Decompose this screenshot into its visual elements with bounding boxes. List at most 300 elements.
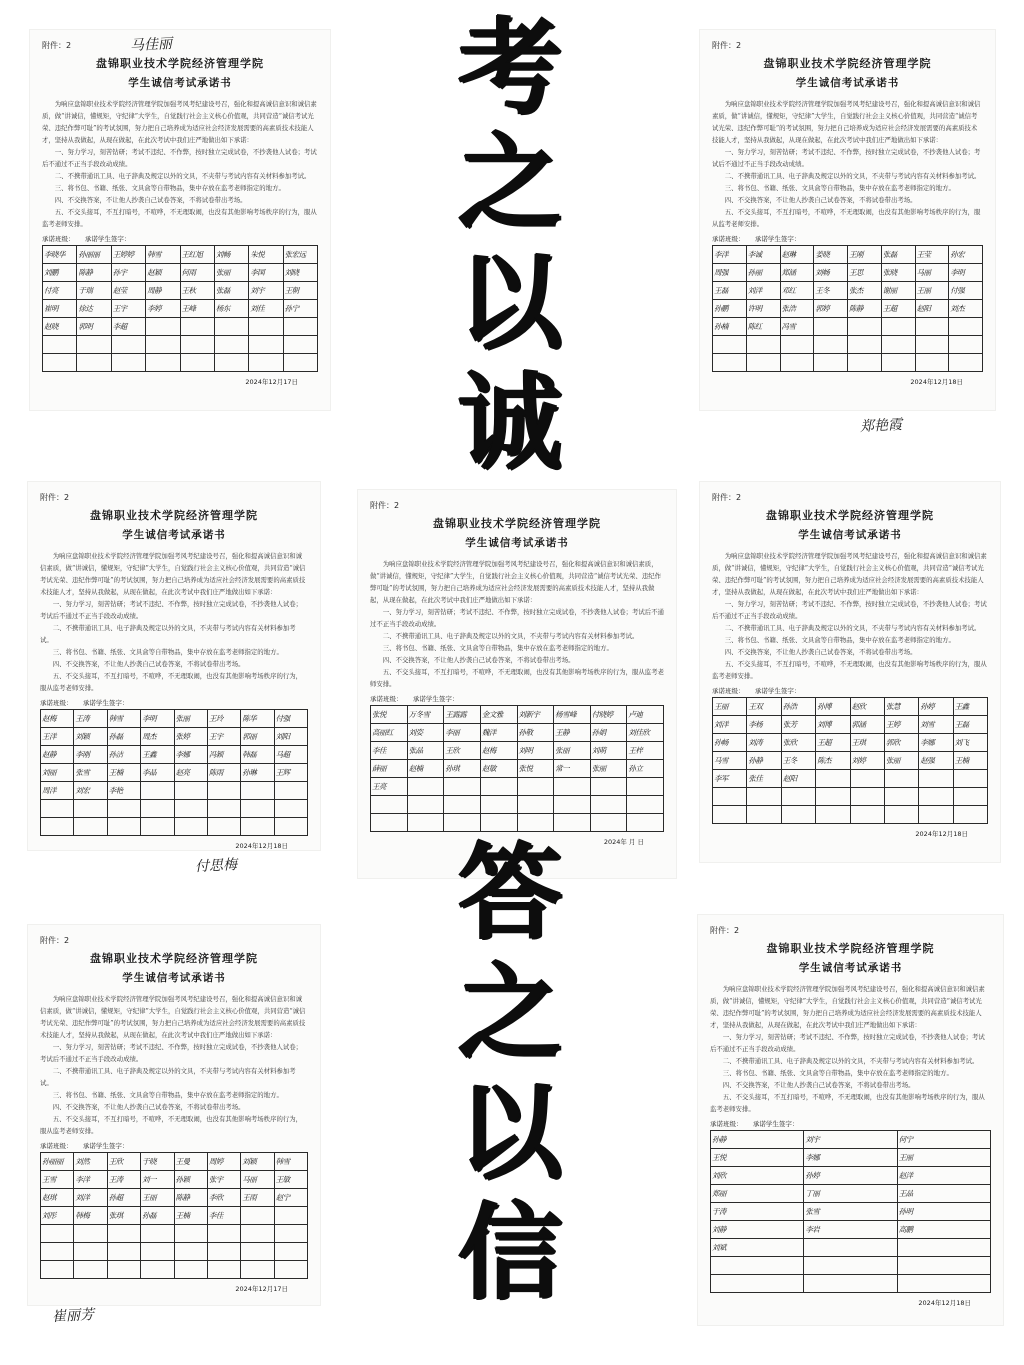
signature-cell [919, 770, 953, 788]
slogan-char: 答 [457, 830, 562, 953]
signature-cell: 王梓 [627, 742, 664, 760]
signature-cell: 孙明 [897, 1203, 990, 1221]
signature-cell: 李洋 [74, 1171, 107, 1189]
signature-cell: 付晓婷 [590, 706, 627, 724]
signature-cell: 韩梅 [74, 1207, 107, 1225]
signature-cell: 韩雪 [146, 246, 180, 264]
signature-cell [141, 800, 174, 818]
signature-cell: 孙婷 [804, 1167, 897, 1185]
signature-cell [214, 336, 248, 354]
signature-cell: 刘鹏 [43, 264, 77, 282]
signature-cell [207, 1243, 240, 1261]
doc-date: 2024年12月17日 [245, 378, 298, 386]
signature-cell: 刘欣 [711, 1167, 804, 1185]
signature-cell: 张晓 [881, 264, 915, 282]
signature-cell: 王雨 [241, 1189, 274, 1207]
signature-cell: 赵颖 [146, 264, 180, 282]
signature-cell [949, 336, 983, 354]
signature-cell: 刘宇 [249, 282, 283, 300]
school-name: 盘锦职业技术学院经济管理学院 [96, 57, 264, 70]
handwritten-signature: 郑艳霞 [859, 416, 903, 436]
signature-cell [274, 800, 307, 818]
pledge-doc-1 [30, 30, 330, 410]
pledge-doc-5 [700, 482, 1000, 862]
signature-cell [180, 354, 214, 372]
signature-cell: 孙静 [711, 1131, 804, 1149]
signature-cell: 李艳 [107, 782, 140, 800]
sign-line: 承诺班级： 承诺学生签字： [40, 1142, 129, 1150]
signature-cell [816, 788, 850, 806]
school-name: 盘锦职业技术学院经济管理学院 [766, 942, 935, 955]
signature-cell [915, 336, 949, 354]
signature-cell: 孙婷 [919, 698, 953, 716]
signature-cell: 孙静 [747, 752, 781, 770]
signature-cell: 丁丽 [804, 1185, 897, 1203]
signature-cell [207, 1261, 240, 1279]
pledge-doc-4 [358, 490, 676, 878]
signature-cell: 赵琪 [41, 1189, 74, 1207]
signature-cell: 张丽 [884, 752, 918, 770]
signature-cell: 张丽 [174, 710, 207, 728]
signature-cell: 刘新宇 [517, 706, 554, 724]
doc-title: 学生诚信考试承诺书 [122, 972, 226, 984]
signature-cell: 王超 [816, 734, 850, 752]
signature-cell: 王宇 [111, 300, 145, 318]
signature-cell: 许明 [746, 300, 780, 318]
signature-cell: 王楠 [953, 752, 987, 770]
signature-cell [207, 818, 240, 836]
signature-cell: 刘一 [141, 1171, 174, 1189]
signature-cell: 王刚 [848, 246, 882, 264]
signature-cell [713, 336, 747, 354]
signature-cell [107, 1243, 140, 1261]
signature-cell [241, 1243, 274, 1261]
signature-cell: 韩雪 [274, 1153, 307, 1171]
signature-cell: 刘静 [711, 1221, 804, 1239]
signature-cell: 张婷 [174, 728, 207, 746]
signature-table [712, 245, 983, 372]
signature-cell: 王婷婷 [111, 246, 145, 264]
signature-cell: 李军 [713, 770, 747, 788]
signature-cell: 郑涵 [780, 264, 814, 282]
signature-cell [747, 806, 781, 824]
signature-cell: 李晶 [141, 764, 174, 782]
signature-cell: 于晓 [141, 1153, 174, 1171]
signature-cell: 李诚 [746, 246, 780, 264]
signature-cell: 刘洋 [74, 1189, 107, 1207]
signature-cell [214, 354, 248, 372]
signature-cell: 孙鹏 [713, 300, 747, 318]
signature-cell: 王琪 [850, 734, 884, 752]
signature-cell: 赵莹 [111, 282, 145, 300]
signature-cell [41, 800, 74, 818]
doc-date: 2024年12月17日 [235, 1285, 288, 1293]
attachment-label: 附件：2 [712, 41, 742, 50]
signature-cell: 王涛 [74, 710, 107, 728]
signature-cell: 张悦 [517, 760, 554, 778]
doc-date: 2024年12月18日 [918, 1299, 971, 1307]
doc-title: 学生诚信考试承诺书 [128, 77, 232, 89]
signature-cell: 朱悦 [249, 246, 283, 264]
signature-cell: 冯颖 [207, 746, 240, 764]
signature-cell [590, 778, 627, 796]
signature-cell: 冯雪 [780, 318, 814, 336]
handwritten-signature: 崔丽芳 [51, 1306, 95, 1326]
signature-cell [107, 1261, 140, 1279]
signature-cell: 孙丽 [746, 264, 780, 282]
signature-cell: 何雨 [180, 264, 214, 282]
signature-cell [747, 788, 781, 806]
signature-cell: 陈静 [77, 264, 111, 282]
signature-cell: 王欣 [444, 742, 481, 760]
signature-table [712, 697, 988, 824]
signature-cell: 孙宏 [949, 246, 983, 264]
signature-cell [897, 1239, 990, 1257]
signature-cell: 马雪 [713, 752, 747, 770]
signature-cell: 孙立 [627, 760, 664, 778]
signature-cell [713, 806, 747, 824]
signature-cell [919, 806, 953, 824]
signature-cell: 张杰 [848, 282, 882, 300]
signature-cell: 李杨 [747, 716, 781, 734]
signature-cell: 张慧 [884, 698, 918, 716]
signature-cell [207, 782, 240, 800]
signature-cell [850, 770, 884, 788]
pledge-body: 为响应盘锦职业技术学院经济管理学院加强考风考纪建设号召，强化和提高诚信意识和诚信素质，做“讲诚信，懂规矩，守纪律”大学生，自觉践行社会主义核心价值观，共同营造“诚信考试光荣、违纪作弊可耻”的考试氛围，努力把自己培养成为适应社会经济发展需要的高素质技术技能人才，坚持从我做起，从现在做起，在此次考试中我们庄严地做出如下承诺： 一、努力学习，刻苦钻研；考试不违纪、不作弊，按时独立完成试卷，不抄袭他人试卷；考试后不通过不正当手段改动成绩。 二、不携带通讯工具、电子辞典及规定以外的文具，不夹带与考试内容有关材料参加考试。 三、将书包、书籍、纸张、文具盒等自带物品，集中存放在监考老师指定的地方。 四、不交换答案，不让他人抄袭自己试卷答案，不将试卷带出考场。 五、不交头接耳，不互打暗号，不喧哗，不无理取闹，也没有其他影响考场秩序的行为，服从监考老师安排。 [712, 552, 987, 680]
signature-cell: 王曼 [174, 1153, 207, 1171]
signature-cell: 张雪 [74, 764, 107, 782]
signature-cell [283, 318, 317, 336]
signature-cell [517, 796, 554, 814]
signature-cell: 郭丽 [241, 728, 274, 746]
signature-cell: 王磊 [713, 282, 747, 300]
signature-cell: 张磊 [214, 282, 248, 300]
signature-cell: 王丽 [141, 1189, 174, 1207]
signature-table [40, 709, 308, 836]
signature-cell: 张雪 [804, 1203, 897, 1221]
signature-cell: 付亮 [43, 282, 77, 300]
signature-cell: 王辉 [274, 764, 307, 782]
signature-cell: 陈静 [174, 1189, 207, 1207]
signature-cell: 李婷 [146, 300, 180, 318]
signature-cell [816, 770, 850, 788]
signature-cell: 王静 [554, 724, 591, 742]
signature-cell [41, 1225, 74, 1243]
signature-cell [41, 818, 74, 836]
signature-cell [804, 1275, 897, 1293]
signature-cell [174, 800, 207, 818]
signature-cell [241, 1207, 274, 1225]
signature-cell [780, 336, 814, 354]
signature-cell [713, 354, 747, 372]
signature-cell [141, 782, 174, 800]
signature-cell: 李明 [949, 264, 983, 282]
signature-cell: 王楠 [174, 1207, 207, 1225]
signature-cell [780, 354, 814, 372]
signature-cell: 刘博 [816, 716, 850, 734]
signature-cell: 卢迪 [627, 706, 664, 724]
signature-cell [174, 782, 207, 800]
signature-cell [214, 318, 248, 336]
signature-cell [804, 1257, 897, 1275]
signature-cell: 李洋 [713, 246, 747, 264]
signature-cell: 王悦 [711, 1149, 804, 1167]
signature-cell: 付强 [949, 282, 983, 300]
signature-cell [207, 800, 240, 818]
signature-cell: 孙超 [107, 1189, 140, 1207]
signature-cell: 孙敬 [517, 724, 554, 742]
signature-cell: 孙宁 [283, 300, 317, 318]
signature-cell [74, 1243, 107, 1261]
signature-cell: 孙博 [816, 698, 850, 716]
signature-cell [407, 796, 444, 814]
signature-cell: 张悦 [371, 706, 408, 724]
signature-cell [881, 318, 915, 336]
signature-cell: 于瑞 [77, 282, 111, 300]
pledge-body: 为响应盘锦职业技术学院经济管理学院加强考风考纪建设号召，强化和提高诚信意识和诚信素质，做“讲诚信，懂规矩，守纪律”大学生，自觉践行社会主义核心价值观，共同营造“诚信考试光荣、违纪作弊可耻”的考试氛围，努力把自己培养成为适应社会经济发展需要的高素质技术技能人才，坚持从我做起，从现在做起，在此次考试中我们庄严地做出如下承诺： 一、努力学习，刻苦钻研；考试不违纪、不作弊，按时独立完成试卷，不抄袭他人试卷；考试后不通过不正当手段改动成绩。 二、不携带通讯工具、电子辞典及规定以外的文具，不夹带与考试内容有关材料参加考试。 三、将书包、书籍、纸张、文具盒等自带物品，集中存放在监考老师指定的地方。 四、不交换答案，不让他人抄袭自己试卷答案，不将试卷带出考场。 五、不交头接耳，不互打暗号，不喧哗，不无理取闹，也没有其他影响考场秩序的行为，服从监考老师安排。 [370, 560, 664, 688]
signature-cell: 王冬 [814, 282, 848, 300]
signature-cell [444, 814, 481, 832]
signature-cell [407, 778, 444, 796]
signature-cell: 刘明 [517, 742, 554, 760]
signature-cell [517, 814, 554, 832]
signature-cell: 王欣 [107, 1153, 140, 1171]
signature-cell: 王冬 [781, 752, 815, 770]
signature-cell [884, 770, 918, 788]
signature-cell: 赵阳 [915, 300, 949, 318]
signature-cell [915, 318, 949, 336]
signature-cell [241, 818, 274, 836]
signature-cell: 周洋 [41, 782, 74, 800]
sign-line: 承诺班级： 承诺学生签字： [40, 699, 129, 707]
signature-cell: 薛丽 [371, 760, 408, 778]
signature-cell: 刘涛 [747, 734, 781, 752]
signature-cell [590, 796, 627, 814]
signature-cell: 张丽 [214, 264, 248, 282]
signature-cell: 陈雨 [207, 764, 240, 782]
signature-cell [41, 1261, 74, 1279]
signature-cell [43, 336, 77, 354]
signature-cell: 王秋 [180, 282, 214, 300]
pledge-doc-2 [700, 30, 995, 410]
slogan-char: 以 [457, 240, 562, 363]
signature-cell: 常一 [554, 760, 591, 778]
signature-cell [881, 336, 915, 354]
signature-cell [953, 788, 987, 806]
signature-cell: 刘雪 [919, 716, 953, 734]
signature-cell: 王晶 [897, 1185, 990, 1203]
signature-cell [897, 1257, 990, 1275]
signature-cell: 王露露 [444, 706, 481, 724]
attachment-label: 附件：2 [712, 493, 742, 502]
signature-cell: 陈红 [746, 318, 780, 336]
signature-cell: 赵琳 [780, 246, 814, 264]
signature-cell: 郭欣 [884, 734, 918, 752]
signature-table [42, 245, 318, 372]
signature-cell: 王鑫 [953, 698, 987, 716]
signature-cell: 王雪 [41, 1171, 74, 1189]
signature-cell [274, 1261, 307, 1279]
signature-cell [141, 1243, 174, 1261]
signature-cell: 陈杰 [816, 752, 850, 770]
signature-cell: 刘畅 [814, 264, 848, 282]
sign-line: 承诺班级： 承诺学生签字： [712, 687, 801, 695]
signature-cell [884, 788, 918, 806]
signature-cell [74, 1261, 107, 1279]
signature-cell [554, 814, 591, 832]
school-name: 盘锦职业技术学院经济管理学院 [433, 517, 601, 530]
signature-cell [77, 336, 111, 354]
signature-cell [919, 788, 953, 806]
signature-cell [141, 818, 174, 836]
signature-cell: 马丽 [915, 264, 949, 282]
signature-cell: 刘佳 [249, 300, 283, 318]
doc-date: 2024年12月18日 [910, 378, 963, 386]
signature-cell: 刘洋 [713, 716, 747, 734]
signature-cell: 张琪 [107, 1207, 140, 1225]
signature-cell [274, 818, 307, 836]
doc-title: 学生诚信考试承诺书 [465, 537, 569, 549]
signature-cell [249, 318, 283, 336]
sign-line: 承诺班级： 承诺学生签字： [710, 1120, 799, 1128]
signature-cell: 王丽 [713, 698, 747, 716]
signature-cell: 陈华 [241, 710, 274, 728]
signature-cell: 刘姿 [407, 724, 444, 742]
signature-cell: 王朝 [283, 282, 317, 300]
signature-cell [781, 806, 815, 824]
signature-cell: 张佳 [747, 770, 781, 788]
sign-line: 承诺班级： 承诺学生签字： [712, 235, 801, 243]
signature-cell [241, 1261, 274, 1279]
signature-cell [274, 1207, 307, 1225]
school-name: 盘锦职业技术学院经济管理学院 [766, 509, 934, 522]
signature-cell: 王洋 [41, 728, 74, 746]
signature-cell [111, 354, 145, 372]
signature-cell [627, 814, 664, 832]
signature-cell [554, 778, 591, 796]
signature-cell: 王丽 [897, 1149, 990, 1167]
signature-cell: 张宇 [207, 1171, 240, 1189]
signature-cell: 郭婷 [814, 300, 848, 318]
signature-cell: 张丽 [554, 742, 591, 760]
signature-cell: 刘阳 [274, 728, 307, 746]
slogan-char: 诚 [457, 360, 562, 483]
signature-cell: 孙浩 [781, 698, 815, 716]
signature-cell [407, 814, 444, 832]
signature-cell [74, 800, 107, 818]
signature-cell: 李娜 [804, 1149, 897, 1167]
signature-cell: 刘萌 [590, 742, 627, 760]
sign-line: 承诺班级： 承诺学生签字： [370, 695, 459, 703]
signature-cell: 郑丽 [711, 1185, 804, 1203]
signature-cell: 张欣 [781, 734, 815, 752]
pledge-body: 为响应盘锦职业技术学院经济管理学院加强考风考纪建设号召，强化和提高诚信意识和诚信素质，做“讲诚信，懂规矩，守纪律”大学生，自觉践行社会主义核心价值观，共同营造“诚信考试光荣、违纪作弊可耻”的考试氛围，努力把自己培养成为适应社会经济发展需要的高素质技术技能人才，坚持从我做起，从现在做起，在此次考试中我们庄严地做出如下承诺： 一、努力学习，刻苦钻研；考试不违纪、不作弊，按时独立完成试卷，不抄袭他人试卷；考试后不通过不正当手段改动成绩。 二、不携带通讯工具、电子辞典及规定以外的文具，不夹带与考试内容有关材料参加考试。 三、将书包、书籍、纸张、文具盒等自带物品，集中存放在监考老师指定的地方。 四、不交换答案，不让他人抄袭自己试卷答案，不将试卷带出考场。 五、不交头接耳，不互打暗号，不喧哗，不无理取闹，也没有其他影响考场秩序的行为，服从监考老师安排。 [40, 552, 306, 692]
signature-cell [141, 1225, 174, 1243]
signature-cell: 孙颖 [174, 1171, 207, 1189]
signature-cell [804, 1239, 897, 1257]
signature-cell [274, 1225, 307, 1243]
signature-cell: 李丽 [444, 724, 481, 742]
doc-date: 2024年12月18日 [915, 830, 968, 838]
signature-cell [590, 814, 627, 832]
signature-cell [107, 818, 140, 836]
signature-cell: 李岩 [804, 1221, 897, 1239]
signature-cell: 刘宏 [74, 782, 107, 800]
pledge-body: 为响应盘锦职业技术学院经济管理学院加强考风考纪建设号召，强化和提高诚信意识和诚信素质，做“讲诚信，懂规矩，守纪律”大学生，自觉践行社会主义核心价值观，共同营造“诚信考试光荣、违纪作弊可耻”的考试氛围，努力把自己培养成为适应社会经济发展需要的高素质技术技能人才，坚持从我做起，从现在做起，在此次考试中我们庄严地做出如下承诺： 一、努力学习，刻苦钻研；考试不违纪、不作弊，按时独立完成试卷，不抄袭他人试卷；考试后不通过不正当手段改动成绩。 二、不携带通讯工具、电子辞典及规定以外的文具，不夹带与考试内容有关材料参加考试。 三、将书包、书籍、纸张、文具盒等自带物品，集中存放在监考老师指定的地方。 四、不交换答案，不让他人抄袭自己试卷答案，不将试卷带出考场。 五、不交头接耳，不互打暗号，不喧哗，不无理取闹，也没有其他影响考场秩序的行为，服从监考老师安排。 [712, 100, 981, 228]
signature-cell: 王磊 [953, 716, 987, 734]
signature-cell [627, 778, 664, 796]
signature-cell: 陈静 [848, 300, 882, 318]
signature-cell: 李超 [111, 318, 145, 336]
signature-cell: 刘婷 [850, 752, 884, 770]
slogan-char: 之 [457, 120, 562, 243]
slogan-char: 之 [457, 950, 562, 1073]
attachment-label: 附件：2 [710, 926, 740, 935]
signature-cell: 王涛 [107, 1171, 140, 1189]
signature-cell [953, 806, 987, 824]
signature-cell [816, 806, 850, 824]
signature-cell: 李明 [141, 710, 174, 728]
signature-cell: 魏洋 [480, 724, 517, 742]
signature-cell: 周强 [713, 264, 747, 282]
signature-cell: 张芳 [781, 716, 815, 734]
signature-cell: 崔明 [43, 300, 77, 318]
signature-cell: 高鹏 [897, 1221, 990, 1239]
signature-cell: 孙磊 [141, 1207, 174, 1225]
signature-cell [848, 354, 882, 372]
signature-cell [953, 770, 987, 788]
signature-cell [274, 782, 307, 800]
signature-cell [249, 354, 283, 372]
signature-cell [850, 806, 884, 824]
signature-cell [283, 336, 317, 354]
signature-cell [480, 778, 517, 796]
signature-cell: 王敏 [274, 1171, 307, 1189]
signature-cell [713, 788, 747, 806]
signature-cell [283, 354, 317, 372]
signature-cell: 马超 [274, 746, 307, 764]
signature-cell [480, 796, 517, 814]
pledge-doc-3 [28, 482, 320, 850]
signature-cell: 郭明 [77, 318, 111, 336]
signature-cell [881, 354, 915, 372]
signature-cell: 谢丽 [881, 282, 915, 300]
signature-cell: 王超 [881, 300, 915, 318]
signature-cell: 赵楠 [407, 760, 444, 778]
signature-cell [174, 1225, 207, 1243]
school-name: 盘锦职业技术学院经济管理学院 [763, 57, 932, 70]
signature-cell: 王思 [848, 264, 882, 282]
signature-cell: 王双 [747, 698, 781, 716]
signature-cell: 王玲 [207, 710, 240, 728]
signature-cell: 姜晓 [814, 246, 848, 264]
signature-cell [554, 796, 591, 814]
signature-cell: 赵晓 [43, 318, 77, 336]
signature-cell [746, 336, 780, 354]
signature-cell [848, 336, 882, 354]
signature-cell [444, 796, 481, 814]
doc-title: 学生诚信考试承诺书 [798, 529, 902, 541]
signature-cell [174, 1243, 207, 1261]
signature-cell: 赵欣 [850, 698, 884, 716]
signature-cell: 万冬雪 [407, 706, 444, 724]
signature-cell: 张丽 [590, 760, 627, 778]
signature-cell [174, 818, 207, 836]
signature-cell: 王丽 [915, 282, 949, 300]
signature-cell: 孙琪 [444, 760, 481, 778]
signature-cell [371, 814, 408, 832]
slogan-char: 信 [457, 1190, 562, 1313]
